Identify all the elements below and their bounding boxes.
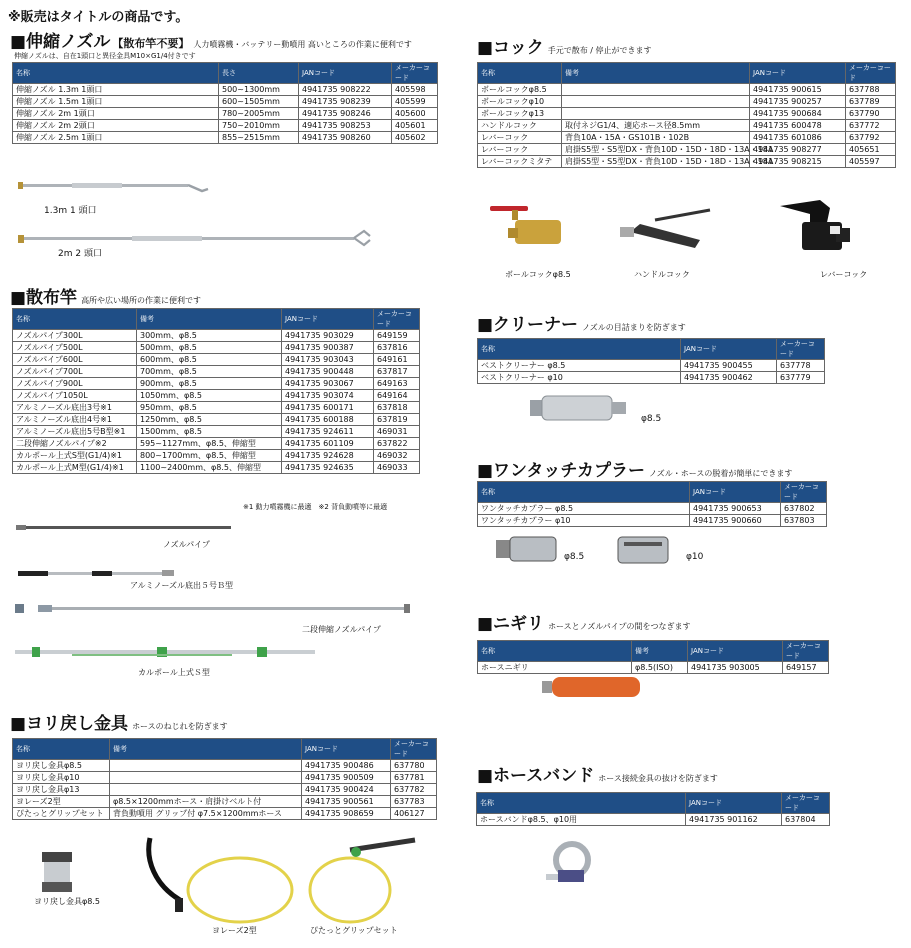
caption-grip-set: ぴたっとグリップセット [310, 926, 398, 935]
table-cell: ぴたっとグリップセット [13, 808, 110, 820]
table-cell: 4941735 900509 [302, 772, 391, 784]
table-cell: 伸縮ノズル 2m 1頭口 [13, 108, 219, 120]
nozzle-2m-image [18, 231, 370, 245]
column-header: JANコード [686, 793, 782, 814]
table-row [478, 132, 896, 144]
table-cell: 4941735 908253 [299, 120, 392, 132]
column-header: 備考 [632, 641, 688, 662]
caption-swivel-fitting: ヨリ戻し金具φ8.5 [34, 897, 100, 906]
calpole-image [15, 647, 315, 657]
table-cell: アルミノーズル底出5号B型※1 [13, 426, 137, 438]
table-row [478, 120, 896, 132]
aluminum-nozzle-image [18, 570, 174, 576]
column-header: メーカーコード [392, 63, 438, 84]
table-cell: 405600 [392, 108, 438, 120]
table-row [478, 662, 829, 674]
pole-footnote: ※1 動力噴霧機に最適 ※2 背負動噴等に最適 [243, 503, 388, 511]
table-cell: レバーコック [478, 144, 562, 156]
column-header: 備考 [562, 63, 750, 84]
caption-handle-cock: ハンドルコック [634, 270, 690, 279]
column-header: メーカーコード [391, 739, 437, 760]
column-header: JANコード [282, 309, 374, 330]
lever-cock-image [780, 200, 850, 250]
table-cell: 637779 [777, 372, 825, 384]
nozzle-note: 伸縮ノズルは、自在1頭口と異径金具M10×G1/4付きです [14, 52, 196, 60]
table-cell: 背負10A・15A・GS101B・102B [562, 132, 750, 144]
table-row [478, 360, 825, 372]
swivel-table [12, 738, 437, 820]
column-header: メーカーコード [374, 309, 420, 330]
table-cell: ワンタッチカプラー φ8.5 [478, 503, 690, 515]
table-row [478, 84, 896, 96]
table-cell: 1250mm、φ8.5 [137, 414, 282, 426]
table-cell: 4941735 903005 [688, 662, 783, 674]
table-cell: 伸縮ノズル 1.3m 1頭口 [13, 84, 219, 96]
table-cell: 4941735 924611 [282, 426, 374, 438]
table-cell: 637819 [374, 414, 420, 426]
nozzle-subtitle: 人力噴霧機・バッテリー動噴用 高いところの作業に便利です [193, 40, 412, 49]
table-row [13, 342, 420, 354]
table-cell: 背負動噴用 グリップ付 φ7.5×1200mmホース [110, 808, 302, 820]
table-cell: 469032 [374, 450, 420, 462]
table-cell: 800~1700mm、φ8.5、伸縮型 [137, 450, 282, 462]
table-row [478, 503, 827, 515]
table-cell: 4941735 900615 [750, 84, 846, 96]
table-row [13, 330, 420, 342]
table-row [13, 796, 437, 808]
swivel-title: ■ヨリ戻し金具 [10, 714, 129, 734]
table-cell: 1050mm、φ8.5 [137, 390, 282, 402]
table-cell: 750~2010mm [219, 120, 299, 132]
table-cell: ハンドルコック [478, 120, 562, 132]
table-cell [110, 784, 302, 796]
cock-title: ■コック [477, 38, 544, 58]
table-cell: φ8.5(ISO) [632, 662, 688, 674]
table-cell: 637804 [782, 814, 830, 826]
table-cell: ボールコックφ10 [478, 96, 562, 108]
column-header: JANコード [302, 739, 391, 760]
section-title-band [477, 761, 718, 786]
ball-cock-image [490, 206, 561, 244]
table-cell: 4941735 908277 [750, 144, 846, 156]
table-cell [110, 760, 302, 772]
table-cell: ベストクリーナー φ8.5 [478, 360, 681, 372]
table-cell: 4941735 900486 [302, 760, 391, 772]
table-row [478, 96, 896, 108]
table-cell: ヨレーズ2型 [13, 796, 110, 808]
table-cell: ノズルパイプ600L [13, 354, 137, 366]
table-cell: 600~1505mm [219, 96, 299, 108]
caption-lever-cock: レバーコック [820, 270, 868, 279]
nozzle-bracket: 【散布竿不要】 [112, 37, 190, 50]
band-title: ■ホースバンド [477, 766, 595, 786]
caption-coupler-10: φ10 [686, 552, 704, 562]
table-row [478, 108, 896, 120]
column-header: メーカーコード [846, 63, 896, 84]
table-cell: φ8.5×1200mmホース・肩掛けベルト付 [110, 796, 302, 808]
table-row [13, 132, 438, 144]
table-cell: 649163 [374, 378, 420, 390]
table-cell: 4941735 900448 [282, 366, 374, 378]
table-cell: 4941735 908215 [750, 156, 846, 168]
table-cell: 405602 [392, 132, 438, 144]
table-cell [562, 84, 750, 96]
table-cell: 855~2515mm [219, 132, 299, 144]
caption-nozzle-pipe: ノズルパイプ [163, 540, 210, 549]
pole-table [12, 308, 420, 474]
cock-illustrations [480, 192, 890, 272]
table-cell: 637788 [846, 84, 896, 96]
table-row [13, 402, 420, 414]
table-cell: 600mm、φ8.5 [137, 354, 282, 366]
table-row [13, 378, 420, 390]
table-cell: 637782 [391, 784, 437, 796]
table-row [13, 120, 438, 132]
table-cell: ノズルパイプ900L [13, 378, 137, 390]
column-header: メーカーコード [782, 793, 830, 814]
cock-table [477, 62, 896, 168]
table-cell: ワンタッチカプラー φ10 [478, 515, 690, 527]
table-cell: 4941735 900653 [690, 503, 781, 515]
table-cell: アルミノーズル底出4号※1 [13, 414, 137, 426]
table-header-row [13, 309, 420, 330]
table-cell: 4941735 924635 [282, 462, 374, 474]
column-header: 長さ [219, 63, 299, 84]
table-cell: 637772 [846, 120, 896, 132]
grip-set-image [310, 840, 415, 922]
table-cell: 649164 [374, 390, 420, 402]
table-cell: 595~1127mm、φ8.5、伸縮型 [137, 438, 282, 450]
table-row [13, 390, 420, 402]
cleaner-title: ■クリーナー [477, 315, 579, 335]
caption-calpole: カルポール上式Ｓ型 [138, 668, 210, 677]
table-row [478, 515, 827, 527]
table-row [13, 366, 420, 378]
table-cell: 4941735 908659 [302, 808, 391, 820]
table-cell [562, 108, 750, 120]
table-cell: 405598 [392, 84, 438, 96]
table-cell: 4941735 900660 [690, 515, 781, 527]
table-cell: 4941735 601086 [750, 132, 846, 144]
hose-band-image [540, 834, 610, 894]
table-row [478, 144, 896, 156]
pole-title: ■散布竿 [10, 288, 78, 308]
table-cell: 637783 [391, 796, 437, 808]
table-row [478, 156, 896, 168]
table-cell: ホースニギリ [478, 662, 632, 674]
table-cell: 4941735 908239 [299, 96, 392, 108]
swivel-subtitle: ホースのねじれを防ぎます [132, 722, 228, 731]
table-cell: 4941735 924628 [282, 450, 374, 462]
table-row [13, 108, 438, 120]
coupler-subtitle: ノズル・ホースの脱着が簡単にできます [649, 469, 793, 478]
coupler-8-5-image [496, 537, 556, 561]
table-cell: 637781 [391, 772, 437, 784]
table-cell: 4941735 600171 [282, 402, 374, 414]
column-header: 名称 [477, 793, 686, 814]
table-header-row [13, 63, 438, 84]
table-cell: 二段伸縮ノズルパイプ※2 [13, 438, 137, 450]
cleaner-image [528, 390, 638, 430]
table-cell: 637817 [374, 366, 420, 378]
table-cell: 637789 [846, 96, 896, 108]
cleaner-subtitle: ノズルの目詰まりを防ぎます [582, 323, 686, 332]
column-header: 備考 [110, 739, 302, 760]
grip-title: ■ニギリ [477, 614, 545, 634]
handle-cock-image [620, 210, 710, 248]
table-cell: 405599 [392, 96, 438, 108]
caption-coupler-8-5: φ8.5 [564, 552, 585, 562]
coupler-illustrations [494, 532, 694, 572]
table-cell [110, 772, 302, 784]
table-cell: 405651 [846, 144, 896, 156]
table-row [13, 772, 437, 784]
pole-illustrations [12, 518, 422, 683]
table-header-row [478, 339, 825, 360]
hose-grip-image [540, 673, 650, 703]
table-cell: ホースバンドφ8.5、φ10用 [477, 814, 686, 826]
table-cell: 900mm、φ8.5 [137, 378, 282, 390]
table-row [478, 372, 825, 384]
grip-subtitle: ホースとノズルパイプの間をつなぎます [548, 622, 691, 631]
table-cell: カルポール上式S型(G1/4)※1 [13, 450, 137, 462]
sales-notice: ※販売はタイトルの商品です。 [8, 10, 189, 25]
table-cell: 4941735 900462 [681, 372, 777, 384]
table-cell: 1500mm、φ8.5 [137, 426, 282, 438]
table-cell: 637802 [781, 503, 827, 515]
table-cell: 500~1300mm [219, 84, 299, 96]
coupler-10-image [618, 537, 668, 563]
section-title-swivel [10, 709, 228, 734]
nozzle-1-3m-image [18, 182, 208, 191]
column-header: 名称 [478, 482, 690, 503]
column-header: メーカーコード [777, 339, 825, 360]
column-header: JANコード [690, 482, 781, 503]
column-header: 名称 [478, 63, 562, 84]
table-cell: 637790 [846, 108, 896, 120]
cock-subtitle: 手元で散布 / 停止ができます [547, 46, 652, 55]
swivel-illustrations [20, 830, 430, 930]
caption-nozzle-1-3m: 1.3m 1 頭口 [44, 206, 97, 216]
table-cell: 469033 [374, 462, 420, 474]
section-title-cock [477, 33, 652, 58]
column-header: 備考 [137, 309, 282, 330]
two-stage-pipe-image [15, 604, 410, 613]
table-row [13, 414, 420, 426]
table-cell: 950mm、φ8.5 [137, 402, 282, 414]
nozzle-title: ■伸縮ノズル [10, 32, 111, 52]
section-title-nozzle [10, 27, 412, 52]
table-cell: 405601 [392, 120, 438, 132]
column-header: JANコード [750, 63, 846, 84]
table-cell: 肩掛S5型・S5型DX・背負10D・15D・18D・13A・18A [562, 156, 750, 168]
table-cell: 637778 [777, 360, 825, 372]
table-cell: 4941735 900424 [302, 784, 391, 796]
nozzle-pipe-image [16, 525, 231, 530]
table-cell: ベストクリーナー φ10 [478, 372, 681, 384]
table-row [13, 96, 438, 108]
table-cell: 肩掛S5型・S5型DX・背負10D・15D・18D・13A・18A [562, 144, 750, 156]
caption-aluminum-nozzle: アルミノーズル底出５号Ｂ型 [130, 581, 234, 590]
table-cell: レバーコック [478, 132, 562, 144]
table-cell: 4941735 900561 [302, 796, 391, 808]
caption-nozzle-2m: 2m 2 頭口 [58, 249, 102, 259]
table-header-row [477, 793, 830, 814]
grip-table [477, 640, 829, 674]
column-header: 名称 [13, 739, 110, 760]
caption-yorezu: ヨレーズ2型 [212, 926, 257, 935]
table-row [13, 450, 420, 462]
table-cell: レバーコックミタテ [478, 156, 562, 168]
table-cell: 780~2005mm [219, 108, 299, 120]
table-cell: 637818 [374, 402, 420, 414]
column-header: 名称 [13, 63, 219, 84]
table-row [13, 760, 437, 772]
table-cell: 4941735 908222 [299, 84, 392, 96]
table-row [13, 784, 437, 796]
table-header-row [13, 739, 437, 760]
table-cell: 500mm、φ8.5 [137, 342, 282, 354]
table-cell: ノズルパイプ1050L [13, 390, 137, 402]
column-header: 名称 [478, 641, 632, 662]
table-cell: 取付ネジG1/4、適応ホース径8.5mm [562, 120, 750, 132]
table-cell: カルポール上式M型(G1/4)※1 [13, 462, 137, 474]
table-cell: 4941735 901162 [686, 814, 782, 826]
table-row [13, 438, 420, 450]
table-cell [562, 96, 750, 108]
pole-subtitle: 高所や広い場所の作業に便利です [81, 296, 202, 305]
table-row [13, 808, 437, 820]
table-cell: 4941735 900257 [750, 96, 846, 108]
table-cell: 637792 [846, 132, 896, 144]
table-cell: 649157 [783, 662, 829, 674]
table-row [13, 354, 420, 366]
table-cell: 637816 [374, 342, 420, 354]
table-row [477, 814, 830, 826]
column-header: メーカーコード [781, 482, 827, 503]
table-cell: 4941735 903029 [282, 330, 374, 342]
table-cell: 伸縮ノズル 2.5m 1頭口 [13, 132, 219, 144]
table-cell: 4941735 900684 [750, 108, 846, 120]
table-cell: 300mm、φ8.5 [137, 330, 282, 342]
section-title-grip [477, 609, 691, 634]
caption-ball-cock: ボールコックφ8.5 [505, 270, 571, 279]
table-cell: 637780 [391, 760, 437, 772]
table-cell: 649159 [374, 330, 420, 342]
table-row [13, 426, 420, 438]
table-cell: 405597 [846, 156, 896, 168]
coupler-table [477, 481, 827, 527]
cleaner-table [477, 338, 825, 384]
nozzle-table [12, 62, 438, 144]
table-cell: 1100~2400mm、φ8.5、伸縮型 [137, 462, 282, 474]
column-header: JANコード [688, 641, 783, 662]
table-cell: 4941735 903067 [282, 378, 374, 390]
table-cell: ボールコックφ13 [478, 108, 562, 120]
table-header-row [478, 482, 827, 503]
table-cell: 4941735 900455 [681, 360, 777, 372]
column-header: メーカーコード [783, 641, 829, 662]
band-subtitle: ホース接続金具の抜けを防ぎます [598, 774, 718, 783]
table-cell: 4941735 903043 [282, 354, 374, 366]
caption-cleaner: φ8.5 [641, 414, 662, 424]
yorezu-image [149, 838, 292, 922]
table-cell: 4941735 908246 [299, 108, 392, 120]
table-cell: アルミノーズル底出3号※1 [13, 402, 137, 414]
column-header: 名称 [478, 339, 681, 360]
coupler-title: ■ワンタッチカプラー [477, 461, 646, 481]
swivel-fitting-image [42, 852, 72, 892]
column-header: JANコード [681, 339, 777, 360]
table-cell: 伸縮ノズル 2m 2頭口 [13, 120, 219, 132]
table-cell: ヨリ戻し金具φ10 [13, 772, 110, 784]
column-header: JANコード [299, 63, 392, 84]
table-cell: ノズルパイプ700L [13, 366, 137, 378]
table-cell: 469031 [374, 426, 420, 438]
table-cell: ノズルパイプ300L [13, 330, 137, 342]
table-cell: 637822 [374, 438, 420, 450]
table-cell: ヨリ戻し金具φ8.5 [13, 760, 110, 772]
table-cell: 700mm、φ8.5 [137, 366, 282, 378]
table-cell: 4941735 903074 [282, 390, 374, 402]
table-cell: 4941735 900387 [282, 342, 374, 354]
table-cell: ヨリ戻し金具φ13 [13, 784, 110, 796]
table-cell: ノズルパイプ500L [13, 342, 137, 354]
section-title-coupler [477, 456, 792, 481]
table-row [13, 462, 420, 474]
table-header-row [478, 63, 896, 84]
table-cell: 649161 [374, 354, 420, 366]
section-title-cleaner [477, 310, 686, 335]
table-cell: 4941735 600188 [282, 414, 374, 426]
table-cell: 4941735 600478 [750, 120, 846, 132]
table-row [13, 84, 438, 96]
column-header: 名称 [13, 309, 137, 330]
caption-two-stage-pipe: 二段伸縮ノズルパイプ [302, 625, 381, 634]
table-cell: 伸縮ノズル 1.5m 1頭口 [13, 96, 219, 108]
table-cell: 4941735 601109 [282, 438, 374, 450]
table-header-row [478, 641, 829, 662]
table-cell: 406127 [391, 808, 437, 820]
table-cell: 637803 [781, 515, 827, 527]
table-cell: 4941735 908260 [299, 132, 392, 144]
section-title-pole [10, 283, 201, 308]
table-cell: ボールコックφ8.5 [478, 84, 562, 96]
band-table [476, 792, 830, 826]
